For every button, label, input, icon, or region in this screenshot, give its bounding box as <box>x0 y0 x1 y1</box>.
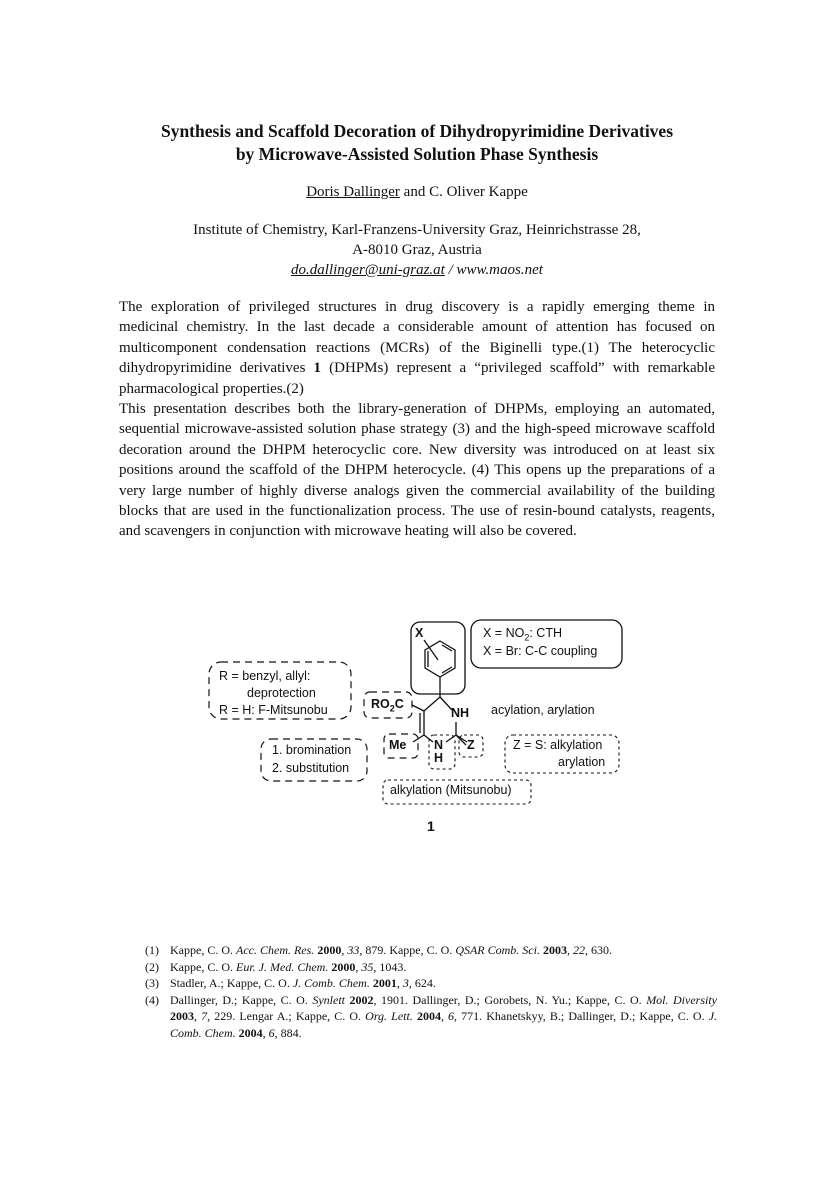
x-substituent-label: X <box>415 626 424 640</box>
reference-number: (4) <box>145 992 159 1007</box>
methyl-label: Me <box>389 738 407 752</box>
x-condition-line-1: $X = NO_2$: CTH <box>483 626 562 643</box>
co-authors: and C. Oliver Kappe <box>399 184 528 200</box>
reference-number: (2) <box>145 959 159 974</box>
z-label: Z <box>467 738 475 752</box>
abstract <box>119 297 715 542</box>
n3-condition-label: acylation, arylation <box>491 703 595 717</box>
reference-item <box>145 992 717 1042</box>
compound-number: 1 <box>427 818 435 834</box>
paper-title <box>0 120 834 166</box>
abstract-paragraph-1: The exploration of privileged structures in drug discovery is a rapidly emerging theme in medicinal chemistry. In the last decade a considerable amount of attention has focused on multicomponent condensation reactions (MCRs) of the Biginelli type.(1) The heterocyclic dihydropyrimidine derivatives 1 (DHPMs) represent a “privileged scaffold” with remarkable pharmacological properties.(2) <box>119 299 715 397</box>
ester-label: $RO_2C$ <box>371 697 404 714</box>
r-condition-line-3: R = H: F-Mitsunobu <box>219 703 328 717</box>
reference-item <box>145 959 717 976</box>
author-list <box>0 184 834 201</box>
affiliation-line-1: Institute of Chemistry, Karl-Franzens-University Graz, Heinrichstrasse 28, <box>193 222 641 238</box>
r-condition-line-1: R = benzyl, allyl: <box>219 669 311 683</box>
r-condition-line-2: deprotection <box>247 686 316 700</box>
n1-label: N <box>434 738 444 752</box>
compound-ref: 1 <box>313 360 322 377</box>
n3-label: NH <box>451 706 470 720</box>
website-link[interactable]: / www.maos.net <box>444 262 543 278</box>
reference-text: Dallinger, D.; Kappe, C. O. Synlett 2002, 1901. Dallinger, D.; Gorobets, N. Yu.; Kappe, C. O. Mol. Diversity 2003, 7, 229. Lengar A.; Kappe, C. O. Org. Lett. 2004, 6, 771. Khanetskyy, B.; Dallinger, D.; Kappe, C. O. J. Comb. Chem. 2004, 6, 884. <box>170 992 718 1040</box>
phenyl-ring <box>425 641 455 677</box>
reference-text: Stadler, A.; Kappe, C. O. J. Comb. Chem. 2001, 3, 624. <box>170 976 436 990</box>
reference-number: (3) <box>145 976 159 990</box>
contact-line <box>0 260 834 280</box>
reference-list <box>145 942 717 1041</box>
affiliation <box>0 220 834 280</box>
methyl-condition-line-1: 1. bromination <box>272 743 352 757</box>
n1-h-label: H <box>434 751 444 765</box>
reference-text: Kappe, C. O. Eur. J. Med. Chem. 2000, 35, 1043. <box>170 959 407 974</box>
n1-condition-label: alkylation (Mitsunobu) <box>390 783 512 797</box>
reference-text: Kappe, C. O. Acc. Chem. Res. 2000, 33, 879. Kappe, C. O. QSAR Comb. Sci. 2003, 22, 630. <box>170 943 612 957</box>
title-line-1: Synthesis and Scaffold Decoration of Dihydropyrimidine Derivatives <box>160 121 674 141</box>
reference-item <box>145 942 717 959</box>
reference-number: (1) <box>145 943 159 957</box>
z-condition-line-2: arylation <box>558 755 606 769</box>
abstract-paragraph-2: This presentation describes both the library-generation of DHPMs, employing an automated, sequential microwave-assisted solution phase strategy (3) and the high-speed microwave scaffold decoration around the DHPM heterocyclic core. New diversity was introduced on at least six positions around the scaffold of the DHPM heterocycle. (4) This opens up the preparations of a very large number of highly diverse analogs given the commercial availability of the building blocks that are used in the functionalization process. The use of resin-bound catalysts, reagents, and scavengers in conjunction with microwave heating will also be covered. <box>119 401 715 540</box>
presenting-author: Doris Dallinger <box>306 184 400 200</box>
reference-item <box>145 975 717 992</box>
dhpm-scaffold-diagram <box>0 600 834 850</box>
email-link[interactable]: do.dallinger@uni-graz.at <box>291 262 445 278</box>
title-line-2: by Microwave-Assisted Solution Phase Synthesis <box>235 144 599 164</box>
methyl-condition-line-2: 2. substitution <box>272 761 350 775</box>
z-condition-line-1: Z = S: alkylation <box>513 738 603 752</box>
affiliation-line-2: A-8010 Graz, Austria <box>352 242 482 258</box>
x-condition-line-2: X = Br: C-C coupling <box>483 644 598 658</box>
